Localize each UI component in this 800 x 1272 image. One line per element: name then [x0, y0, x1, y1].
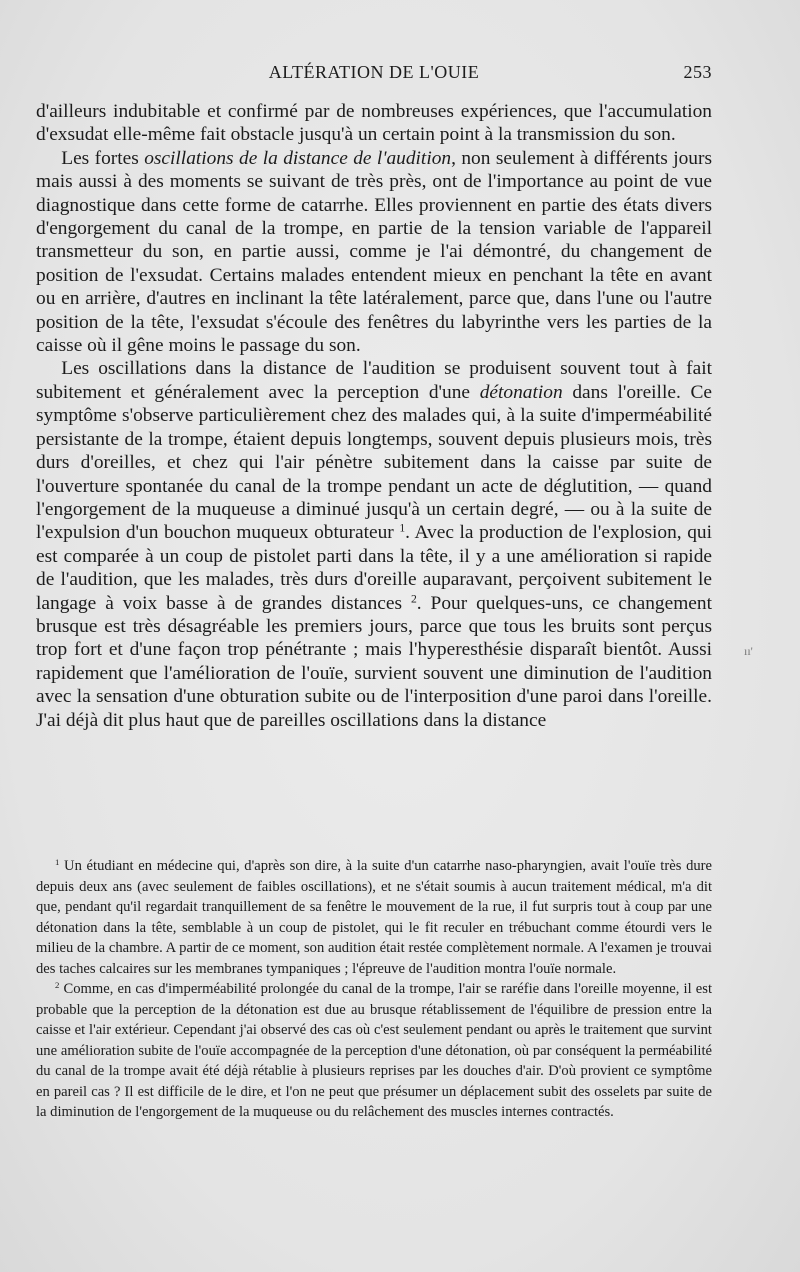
- page-header: [36, 60, 712, 88]
- body-text: [36, 100, 712, 732]
- footnote-reference-1: 1: [399, 521, 406, 535]
- paragraph-2-text-start: Les fortes: [61, 147, 145, 169]
- paragraph-2: [36, 147, 712, 358]
- paragraph-3-text-mid2: . Avec la production de l'explosion, qui est comparée à un coup de pistolet parti dans la tête, il y a une amélioration si rapide de l'audition, que les malades, très durs d'oreille auparavant, perçoivent subitement le langage à voix basse à de grandes distances: [36, 522, 712, 614]
- footnote-1: [36, 856, 712, 979]
- paragraph-2-italic: oscillations de la distance de l'audition: [144, 147, 452, 169]
- footnote-2-text: Comme, en cas d'imperméabilité prolongée du canal de la trompe, l'air se raréfie dans l'oreille moyenne, il est probable que la perception de la détonation est due au brusque rétablissement de l'équilibre de pression entre la caisse et l'air extérieur. Cependant j'ai observé des cas où c'est seulement pendant ou après le traitement que survint une amélioration subite de l'ouïe accompagnée de la perception d'une détonation, où par conséquent la perméabilité du canal de la trompe avait été déjà rétablie à plusieurs reprises par les douches d'air. D'où provient ce symptôme en pareil cas ? Il est difficile de le dire, et l'on ne peut que présumer un déplacement subit des osselets par suite de la diminution de l'engorgement de la muqueuse ou du relâchement des muscles internes contractés.: [36, 981, 712, 1120]
- footnotes: [36, 856, 712, 1123]
- paragraph-3-text-start: Les oscillations dans la distance de l'audition se produisent souvent tout à fait subitement et généralement avec la perception d'une: [36, 358, 712, 403]
- running-title: ALTÉRATION DE L'OUIE: [268, 62, 480, 82]
- paragraph-1: [36, 100, 712, 147]
- paragraph-2-text-end: , non seulement à différents jours mais aussi à des moments se suivant de très près, ont de l'importance au point de vue diagnostique dans cette forme de catarrhe. Elles proviennent en partie des états divers d'engorgement du canal de la trompe, en partie de la tension variable de l'appareil transmetteur du son, en partie aussi, comme je l'ai démontré, du changement de position de l'exsudat. Certains malades entendent mieux en penchant la tête en avant ou en arrière, d'autres en inclinant la tête latéralement, parce que, dans l'une ou l'autre position de la tête, l'exsudat s'écoule des fenêtres du labyrinthe vers les parties de la caisse où il gêne moins le passage du son.: [36, 147, 713, 357]
- footnote-reference-2: 2: [410, 592, 417, 606]
- paragraph-1-text: d'ailleurs indubitable et confirmé par de nombreuses expériences, que l'accumulation d'exsudat elle-même fait obstacle jusqu'à un certain point à la transmission du son.: [36, 101, 712, 146]
- paragraph-3: [36, 357, 712, 732]
- paragraph-3-italic: détonation: [479, 381, 563, 403]
- footnote-2: [36, 979, 712, 1123]
- paragraph-3-text-end: . Pour quelques-uns, ce changement brusque est très désagréable les premiers jours, parce que tous les bruits sont perçus trop fort et d'une façon trop pénétrante ; mais l'hyperesthésie disparaît bientôt. Aussi rapidement que l'amélioration de l'ouïe, survient souvent une diminution de l'audition avec la sensation d'une obturation subite ou de l'interposition d'une paroi dans l'oreille. J'ai déjà dit plus haut que de pareilles oscillations dans la distance: [36, 592, 712, 731]
- footnote-1-text: Un étudiant en médecine qui, d'après son dire, à la suite d'un catarrhe naso-pharyngien, avait l'ouïe très dure depuis deux ans (avec seulement de faibles oscillations), et ne s'était soumis à aucun traitement médical, m'a dit que, pendant qu'il regardait tranquillement de sa fenêtre le mouvement de la rue, il fut surpris tout à coup par une détonation dans la tête, semblable à un coup de pistolet, qui le fit reculer en trébuchant comme étourdi vers le milieu de la chambre. A partir de ce moment, son audition était restée complètement normale. A l'examen je trouvai des taches calcaires sur les membranes tympaniques ; l'épreuve de l'audition montra l'ouïe normale.: [36, 858, 712, 977]
- margin-mark: ıı': [744, 644, 753, 658]
- footnote-1-mark: 1: [54, 857, 60, 868]
- page-number: 253: [683, 62, 712, 82]
- paragraph-3-text-mid1: dans l'oreille. Ce symptôme s'observe particulièrement chez des malades qui, à la suite d'imperméabilité persistante de la trompe, étaient depuis longtemps, souvent depuis plusieurs mois, très durs d'oreilles, et chez qui l'air pénètre subitement dans la caisse par suite de l'ouverture spontanée du canal de la trompe pendant un acte de déglutition, — quand l'engorgement de la muqueuse a diminué jusqu'à un certain degré, — ou à la suite de l'expulsion d'un bouchon muqueux obturateur: [36, 381, 712, 544]
- footnote-2-mark: 2: [54, 980, 60, 991]
